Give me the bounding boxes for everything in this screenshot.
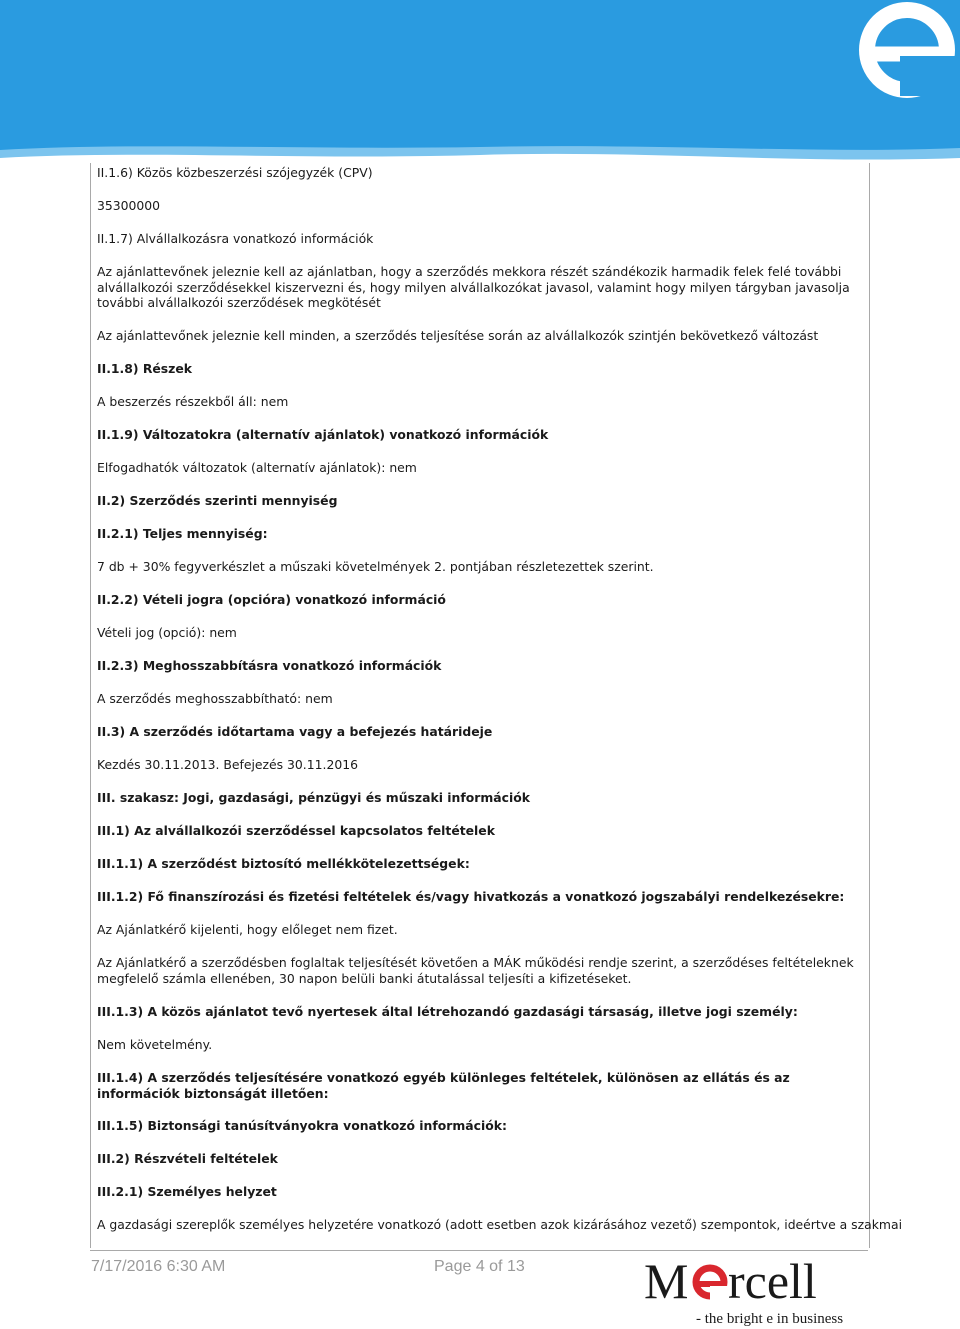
section-heading-renewal: II.2.3) Meghosszabbításra vonatkozó információk (97, 658, 442, 673)
footer-datetime: 7/17/2016 6:30 AM (91, 1258, 226, 1275)
personal-situation-text: A gazdasági szereplők személyes helyzetére vonatkozó (adott esetben azok kizárásához vezető) szempontok, ideértve a szakmai (97, 1217, 903, 1232)
marcell-logo (640, 1252, 870, 1328)
section-heading-participation: III.2) Részvételi feltételek (97, 1151, 278, 1166)
total-quantity-value: 7 db + 30% fegyverkészlet a műszaki követelmények 2. pontjában részletezettek szerint. (97, 559, 654, 574)
footer-divider (90, 1250, 868, 1251)
section-heading-options: II.2.2) Vételi jogra (opcióra) vonatkozó információ (97, 592, 446, 607)
cpv-code: 35300000 (97, 198, 161, 213)
footer-page-number: Page 4 of 13 (434, 1258, 525, 1275)
legal-form-value: Nem követelmény. (97, 1037, 213, 1052)
header-banner (0, 0, 960, 165)
variants-value: Elfogadhatók változatok (alternatív ajánlatok): nem (97, 460, 417, 475)
paragraph-subcontractor-changes: Az ajánlattevőnek jeleznie kell minden, a szerződés teljesítése során az alvállalkozók szintjén bekövetkező változást (97, 328, 819, 343)
section-heading-lots: II.1.8) Részek (97, 361, 193, 376)
section-heading-deposits: III.1.1) A szerződést biztosító mellékkötelezettségek: (97, 856, 470, 871)
lots-value: A beszerzés részekből áll: nem (97, 394, 289, 409)
svg-text:M: M (644, 1253, 689, 1309)
duration-value: Kezdés 30.11.2013. Befejezés 30.11.2016 (97, 757, 358, 772)
financing-payment: Az Ajánlatkérő a szerződésben foglaltak teljesítését követően a MÁK működési rendje szerint, a szerződéses feltételeknek megfelelő számla ellenében, 30 napon belüli banki átutalással teljesíti a kifizetéseket. (97, 955, 854, 986)
financing-advance: Az Ajánlatkérő kijelenti, hogy előleget nem fizet. (97, 922, 398, 937)
section-heading-duration: II.3) A szerződés időtartama vagy a befejezés határideje (97, 724, 493, 739)
paragraph-subcontracting: Az ajánlattevőnek jeleznie kell az ajánlatban, hogy a szerződés mekkora részét szándékozik harmadik felek felé további alvállalkozói szerződésekkel kiszervezni és, hogy milyen alvállalkozókat javasol, valamint hogy milyen tárgyban javasolja további alvállalkozói szerződések megkötését (97, 264, 850, 310)
svg-text:rcell: rcell (728, 1253, 817, 1309)
options-value: Vételi jog (opció): nem (97, 625, 237, 640)
section-heading-total-quantity: II.2.1) Teljes mennyiség: (97, 526, 268, 541)
section-heading-variants: II.1.9) Változatokra (alternatív ajánlatok) vonatkozó információk (97, 427, 549, 442)
section-heading-personal-situation: III.2.1) Személyes helyzet (97, 1184, 277, 1199)
section-heading-part-iii: III. szakasz: Jogi, gazdasági, pénzügyi és műszaki információk (97, 790, 530, 805)
svg-text:- the bright e in business: - the bright e in business (696, 1311, 844, 1327)
section-heading-quantity: II.2) Szerződés szerinti mennyiség (97, 493, 338, 508)
section-heading-conditions: III.1) Az alvállalkozói szerződéssel kapcsolatos feltételek (97, 823, 495, 838)
section-heading-cpv: II.1.6) Közös közbeszerzési szójegyzék (CPV) (97, 165, 373, 180)
red-e-icon (695, 1268, 728, 1302)
section-heading-special-conditions: III.1.4) A szerződés teljesítésére vonatkozó egyéb különleges feltételek, különösen az ellátás és az információk biztonságát illetően: (97, 1070, 790, 1101)
section-heading-security: III.1.5) Biztonsági tanúsítványokra vonatkozó információk: (97, 1118, 507, 1133)
section-heading-financing: III.1.2) Fő finanszírozási és fizetési feltételek és/vagy hivatkozás a vonatkozó jogszabályi rendelkezésekre: (97, 889, 845, 904)
section-heading-legal-form: III.1.3) A közös ajánlatot tevő nyertesek által létrehozandó gazdasági társaság, illetve jogi személy: (97, 1004, 798, 1019)
section-heading-subcontracting: II.1.7) Alvállalkozásra vonatkozó információk (97, 231, 374, 246)
renewal-value: A szerződés meghosszabbítható: nem (97, 691, 333, 706)
